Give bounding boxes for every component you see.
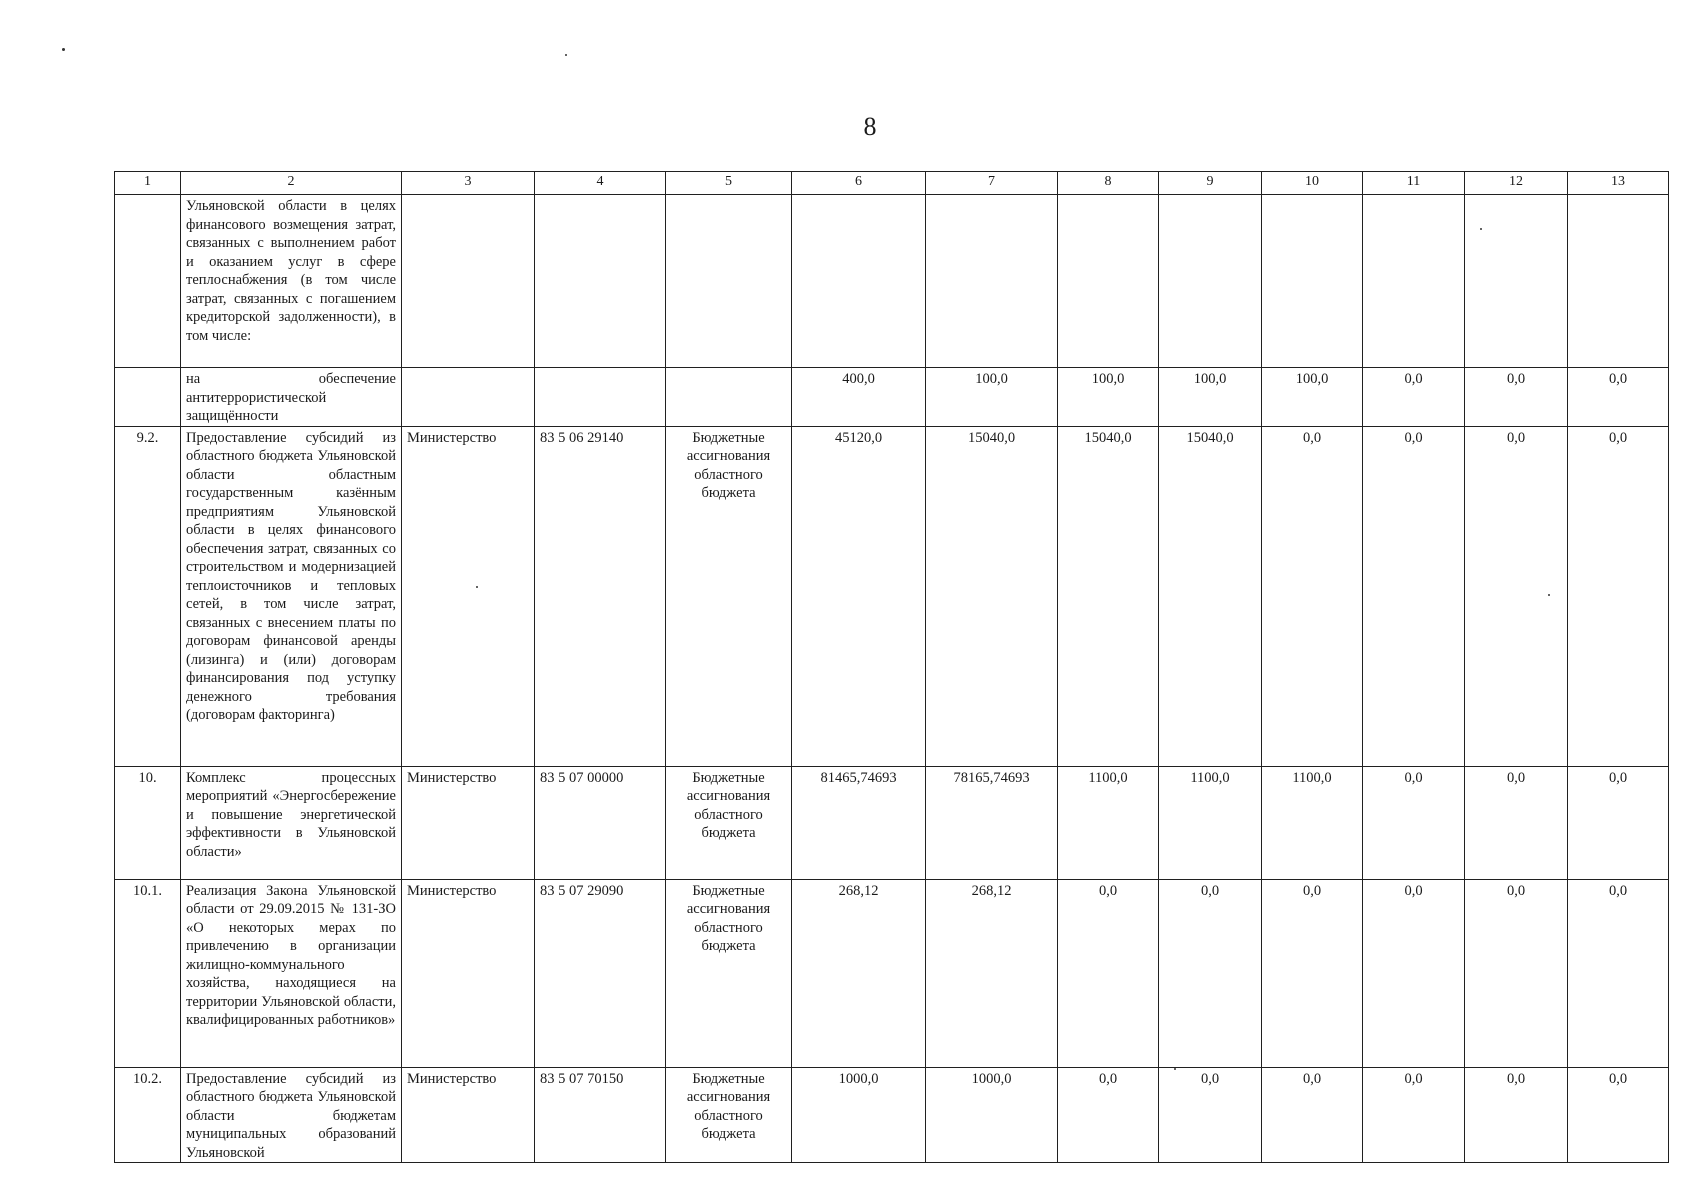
measure-name: Реализация Закона Ульяновской области от 29.09.2015 № 131-ЗО «О некоторых мерах по привлечению в организации жилищно-коммунального хозяйства, находящиеся на территории Ульяновской области, квалифицированных работников» — [181, 879, 402, 1067]
executor — [402, 195, 535, 368]
measure-name: на обеспечение антитеррористической защищённости — [181, 368, 402, 427]
executor: Министерство — [402, 1067, 535, 1163]
amount-year: 0,0 — [1465, 766, 1568, 879]
amount-year: 100,0 — [1058, 368, 1159, 427]
amount-total: 45120,0 — [792, 426, 926, 766]
amount-year: 0,0 — [1363, 426, 1465, 766]
column-number: 7 — [926, 172, 1058, 195]
row-number — [115, 368, 181, 427]
row-number: 10.2. — [115, 1067, 181, 1163]
amount-year: 0,0 — [1568, 879, 1669, 1067]
amount-year: 1100,0 — [1058, 766, 1159, 879]
executor: Министерство — [402, 766, 535, 879]
amount-year — [1568, 195, 1669, 368]
scan-speck — [62, 48, 65, 51]
amount-year: 0,0 — [1262, 426, 1363, 766]
column-number: 9 — [1159, 172, 1262, 195]
amount-total: 81465,74693 — [792, 766, 926, 879]
amount-year: 0,0 — [1262, 1067, 1363, 1163]
amount-year: 15040,0 — [1058, 426, 1159, 766]
scan-speck — [476, 586, 478, 588]
amount-year: 0,0 — [1568, 1067, 1669, 1163]
amount-year — [926, 195, 1058, 368]
amount-year: 0,0 — [1465, 1067, 1568, 1163]
scan-speck — [565, 54, 567, 56]
amount-year: 0,0 — [1568, 766, 1669, 879]
amount-year: 0,0 — [1568, 426, 1669, 766]
amount-year: 0,0 — [1363, 879, 1465, 1067]
program-table — [114, 171, 1669, 1163]
amount-year — [1465, 195, 1568, 368]
column-number: 3 — [402, 172, 535, 195]
amount-year: 15040,0 — [1159, 426, 1262, 766]
column-number: 8 — [1058, 172, 1159, 195]
column-number: 13 — [1568, 172, 1669, 195]
scan-speck — [1548, 594, 1550, 596]
funding-source: Бюджетные ассигнования областного бюджета — [666, 766, 792, 879]
amount-year: 268,12 — [926, 879, 1058, 1067]
table-row — [115, 879, 1669, 1067]
funding-source: Бюджетные ассигнования областного бюджета — [666, 1067, 792, 1163]
row-number — [115, 195, 181, 368]
amount-year: 0,0 — [1363, 1067, 1465, 1163]
column-number: 5 — [666, 172, 792, 195]
table-row — [115, 195, 1669, 368]
funding-source — [666, 195, 792, 368]
row-number: 10.1. — [115, 879, 181, 1067]
amount-year: 0,0 — [1465, 426, 1568, 766]
amount-year: 0,0 — [1058, 879, 1159, 1067]
funding-source: Бюджетные ассигнования областного бюджета — [666, 426, 792, 766]
column-number: 1 — [115, 172, 181, 195]
program-table-wrapper — [114, 171, 1668, 1163]
amount-year: 0,0 — [1159, 879, 1262, 1067]
funding-source — [666, 368, 792, 427]
amount-total: 268,12 — [792, 879, 926, 1067]
column-number: 4 — [535, 172, 666, 195]
amount-year — [1363, 195, 1465, 368]
amount-year: 0,0 — [1363, 368, 1465, 427]
budget-code — [535, 368, 666, 427]
amount-year: 100,0 — [926, 368, 1058, 427]
column-number: 11 — [1363, 172, 1465, 195]
amount-year: 1000,0 — [926, 1067, 1058, 1163]
table-row — [115, 368, 1669, 427]
scan-speck — [1480, 228, 1482, 230]
amount-year: 78165,74693 — [926, 766, 1058, 879]
column-number: 10 — [1262, 172, 1363, 195]
amount-total: 1000,0 — [792, 1067, 926, 1163]
amount-year: 0,0 — [1568, 368, 1669, 427]
page-number: 8 — [863, 112, 877, 141]
measure-name: Ульяновской области в целях финансового возмещения затрат, связанных с выполнением работ и оказанием услуг в сфере теплоснабжения (в том числе затрат, связанных с погашением кредиторской задолженности), в том числе: — [181, 195, 402, 368]
amount-year: 100,0 — [1262, 368, 1363, 427]
amount-year: 0,0 — [1465, 368, 1568, 427]
amount-year: 0,0 — [1058, 1067, 1159, 1163]
table-row — [115, 426, 1669, 766]
executor — [402, 368, 535, 427]
budget-code: 83 5 07 00000 — [535, 766, 666, 879]
table-row — [115, 1067, 1669, 1163]
amount-total — [792, 195, 926, 368]
column-number-row — [115, 172, 1669, 195]
amount-year: 15040,0 — [926, 426, 1058, 766]
column-number: 6 — [792, 172, 926, 195]
table-row — [115, 766, 1669, 879]
row-number: 10. — [115, 766, 181, 879]
measure-name: Предоставление субсидий из областного бюджета Ульяновской области бюджетам муниципальных образований Ульяновской — [181, 1067, 402, 1163]
column-number: 2 — [181, 172, 402, 195]
amount-year: 0,0 — [1363, 766, 1465, 879]
amount-year: 0,0 — [1159, 1067, 1262, 1163]
budget-code: 83 5 07 29090 — [535, 879, 666, 1067]
amount-total: 400,0 — [792, 368, 926, 427]
scan-speck — [1174, 1068, 1176, 1070]
amount-year — [1262, 195, 1363, 368]
executor: Министерство — [402, 879, 535, 1067]
amount-year: 1100,0 — [1159, 766, 1262, 879]
budget-code: 83 5 06 29140 — [535, 426, 666, 766]
row-number: 9.2. — [115, 426, 181, 766]
amount-year — [1159, 195, 1262, 368]
amount-year — [1058, 195, 1159, 368]
budget-code — [535, 195, 666, 368]
funding-source: Бюджетные ассигнования областного бюджета — [666, 879, 792, 1067]
amount-year: 100,0 — [1159, 368, 1262, 427]
budget-code: 83 5 07 70150 — [535, 1067, 666, 1163]
amount-year: 0,0 — [1262, 879, 1363, 1067]
column-number: 12 — [1465, 172, 1568, 195]
measure-name: Комплекс процессных мероприятий «Энергосбережение и повышение энергетической эффективности в Ульяновской области» — [181, 766, 402, 879]
amount-year: 0,0 — [1465, 879, 1568, 1067]
measure-name: Предоставление субсидий из областного бюджета Ульяновской области областным государственным казённым предприятиям Ульяновской области в целях финансового обеспечения затрат, связанных со строительством и модернизацией теплоисточников и тепловых сетей, в том числе затрат, связанных с внесением платы по договорам финансовой аренды (лизинга) и (или) договорам финансирования под уступку денежного требования (договорам факторинга) — [181, 426, 402, 766]
executor: Министерство — [402, 426, 535, 766]
amount-year: 1100,0 — [1262, 766, 1363, 879]
